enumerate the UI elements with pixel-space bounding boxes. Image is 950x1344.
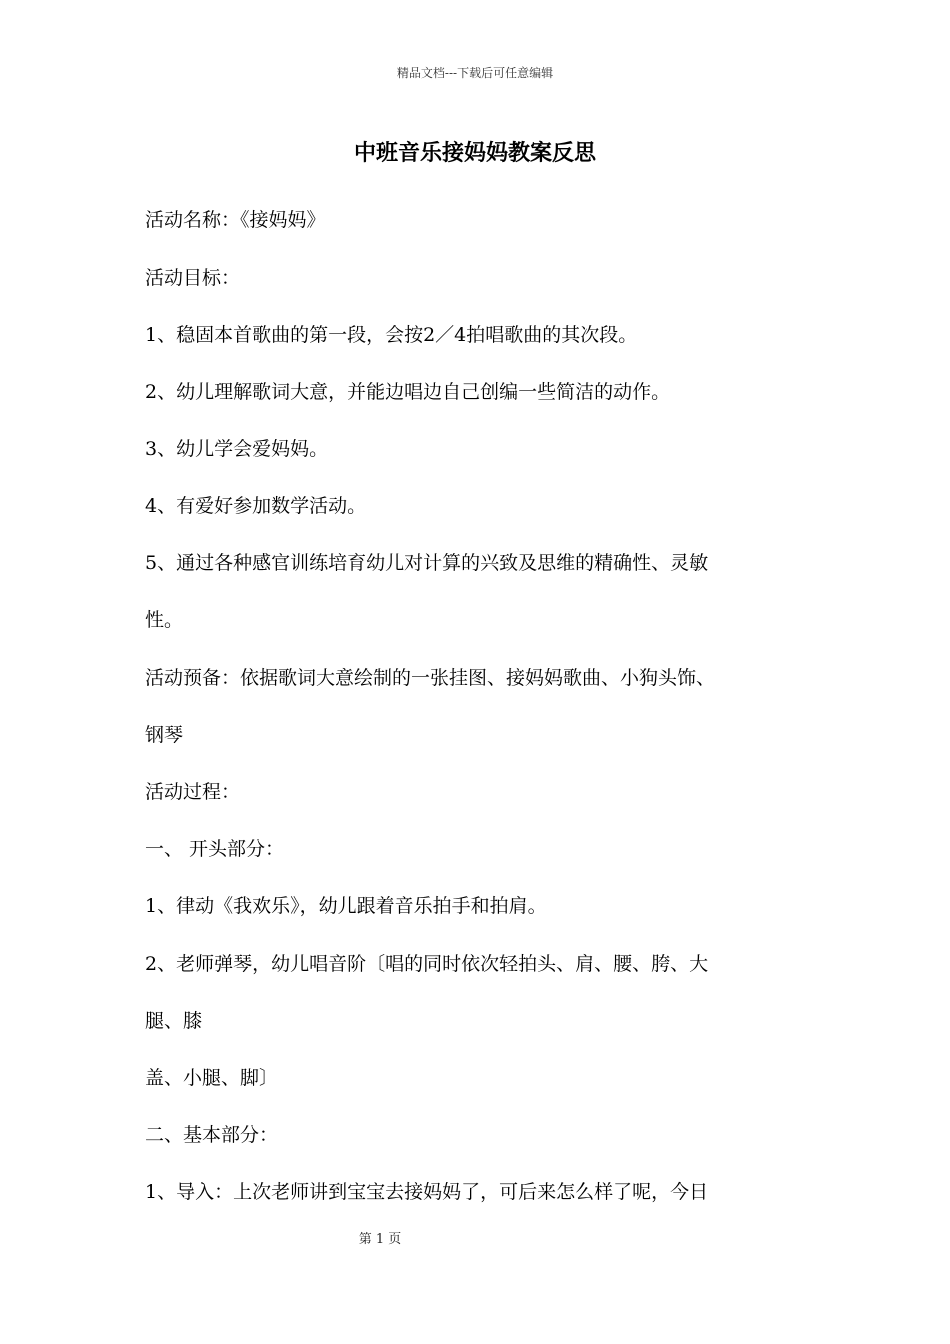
paragraph-line: 3、幼儿学会爱妈妈。 <box>145 438 329 460</box>
paragraph-line: 活动目标： <box>145 267 241 289</box>
paragraph-line: 活动预备：依据歌词大意绘制的一张挂图、接妈妈歌曲、小狗头饰、 <box>145 667 716 689</box>
paragraph-line: 5、通过各种感官训练培育幼儿对计算的兴致及思维的精确性、灵敏 <box>145 552 709 574</box>
paragraph-line: 活动名称：《接妈妈》 <box>145 209 326 231</box>
paragraph-line: 1、律动《我欢乐》，幼儿跟着音乐拍手和拍肩。 <box>145 895 547 917</box>
paragraph-line: 腿、膝 <box>145 1010 203 1032</box>
paragraph-line: 一、 开头部分： <box>145 838 285 860</box>
paragraph-line: 2、幼儿理解歌词大意，并能边唱边自己创编一些简洁的动作。 <box>145 381 671 403</box>
paragraph-line: 4、有爱好参加数学活动。 <box>145 495 367 517</box>
paragraph-line: 二、基本部分： <box>145 1124 279 1146</box>
page-number: 第 1 页 <box>358 1232 402 1247</box>
paragraph-line: 1、稳固本首歌曲的第一段，会按2／4拍唱歌曲的其次段。 <box>145 324 638 346</box>
paragraph-line: 活动过程： <box>145 781 241 803</box>
paragraph-line: 盖、小腿、脚〕 <box>145 1067 279 1089</box>
document-title: 中班音乐接妈妈教案反思 <box>353 140 596 166</box>
paragraph-line: 性。 <box>145 609 184 631</box>
paragraph-line: 1、导入：上次老师讲到宝宝去接妈妈了，可后来怎么样了呢，今日 <box>145 1181 709 1203</box>
paragraph-line: 钢琴 <box>145 724 184 746</box>
paragraph-line: 2、老师弹琴，幼儿唱音阶〔唱的同时依次轻拍头、肩、腰、胯、大 <box>145 953 709 975</box>
page-header: 精品文档---下载后可任意编辑 <box>396 66 554 80</box>
